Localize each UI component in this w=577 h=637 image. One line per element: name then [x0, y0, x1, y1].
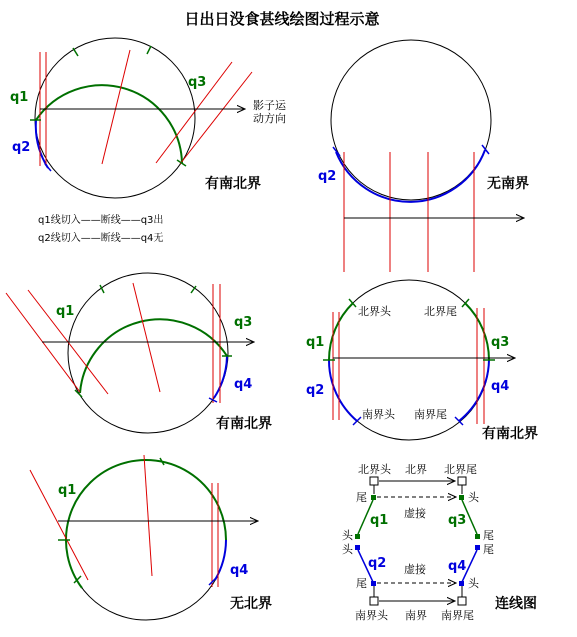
panel6-q3-head-label: 头: [468, 491, 479, 504]
panel6-caption: 连线图: [495, 596, 537, 612]
panel1-shadow-label-line2: 动方向: [253, 112, 286, 125]
panel-5: [30, 455, 272, 620]
panel-2: [318, 40, 529, 272]
panel5-q4-arc: [215, 540, 226, 580]
panel6-north-mid-label: 北界: [405, 463, 427, 476]
panel6-south-tail-label: 南界尾: [441, 609, 474, 622]
panel6-q1-head-label: 头: [342, 529, 353, 542]
panel4-north-head-label: 北界头: [358, 305, 391, 318]
panel2-q2-label: q2: [318, 169, 337, 184]
panel4-north-tail-label: 北界尾: [424, 305, 457, 318]
panel3-caption: 有南北界: [216, 416, 272, 432]
panel1-q1-label: q1: [10, 90, 29, 105]
panel6-q2-head-node: [355, 545, 360, 550]
panel6-q4-tail-node: [475, 545, 480, 550]
panel6-q3-tail-label: 尾: [483, 529, 494, 542]
panel-6: [342, 462, 537, 622]
panel4-q3-label: q3: [491, 335, 510, 350]
panel5-caption: 无北界: [230, 596, 272, 612]
panel4-south-tail-label: 南界尾: [414, 408, 447, 421]
panel6-node-north-head: [370, 477, 378, 485]
page-title: 日出日没食甚线绘图过程示意: [184, 10, 380, 28]
panel3-green-arc: [80, 319, 227, 393]
panel6-north-tail-label: 北界尾: [444, 463, 477, 476]
panel6-q4-tail-label: 尾: [483, 543, 494, 556]
panel6-node-south-tail: [458, 597, 466, 605]
panel2-circle: [331, 40, 491, 200]
panel6-q2-head-label: 头: [342, 543, 353, 556]
panel4-caption: 有南北界: [482, 426, 538, 442]
panel6-q2-tail-node: [371, 581, 376, 586]
panel6-q1-label: q1: [370, 513, 389, 528]
panel1-q3-label: q3: [188, 75, 207, 90]
panel3-q3-label: q3: [234, 315, 253, 330]
panel1-q2-label: q2: [12, 140, 31, 155]
panel4-q1-label: q1: [306, 335, 325, 350]
panel3-red-line: [133, 283, 160, 392]
panel4-q4-label: q4: [491, 379, 510, 394]
panel6-q2-label: q2: [368, 556, 387, 571]
panel2-south-arc: [336, 150, 485, 202]
panel6-q3-label: q3: [448, 513, 467, 528]
panel1-circle: [35, 38, 195, 198]
panel6-q4-head-label: 头: [468, 577, 479, 590]
panel-4: [306, 280, 538, 442]
panel6-south-mid-label: 南界: [405, 609, 427, 622]
panel6-q2-tail-label: 尾: [356, 577, 367, 590]
panel6-q3-head-node: [459, 495, 464, 500]
panel6-north-head-label: 北界头: [358, 463, 391, 476]
panel1-red-line: [102, 50, 130, 164]
panel1-note-2: q2线切入——断线——q4无: [38, 233, 164, 244]
panel5-q4-label: q4: [230, 563, 249, 578]
panel6-q1-tail-node: [371, 495, 376, 500]
panel3-q4-label: q4: [234, 377, 253, 392]
panel3-circle: [68, 273, 228, 433]
panel1-note-1: q1线切入——断线——q3出: [38, 215, 164, 226]
panel6-virtual-label-bottom: 虚接: [404, 563, 426, 576]
panel-1: [10, 38, 287, 244]
panel6-q3-tail-node: [475, 534, 480, 539]
panel1-tick: [147, 46, 151, 54]
panel2-caption: 无南界: [487, 176, 529, 192]
panel1-shadow-label-line1: 影子运: [253, 99, 286, 112]
panel4-south-head-label: 南界头: [362, 408, 395, 421]
panel6-node-north-tail: [458, 477, 466, 485]
panel1-tick: [73, 48, 78, 56]
panel1-green-arc: [36, 85, 182, 163]
panel6-virtual-label-top: 虚接: [404, 507, 426, 520]
panel6-south-head-label: 南界头: [355, 609, 388, 622]
panel6-q4-label: q4: [448, 559, 467, 574]
panel3-q1-label: q1: [56, 304, 75, 319]
panel6-q1-head-node: [355, 534, 360, 539]
panel6-node-south-head: [370, 597, 378, 605]
panel-3: [6, 273, 272, 433]
panel5-red-line: [144, 455, 152, 576]
panel6-q1-tail-label: 尾: [356, 491, 367, 504]
panel4-q2-label: q2: [306, 383, 325, 398]
panel5-q1-label: q1: [58, 483, 77, 498]
panel1-caption: 有南北界: [205, 176, 261, 192]
panel6-q4-head-node: [459, 581, 464, 586]
